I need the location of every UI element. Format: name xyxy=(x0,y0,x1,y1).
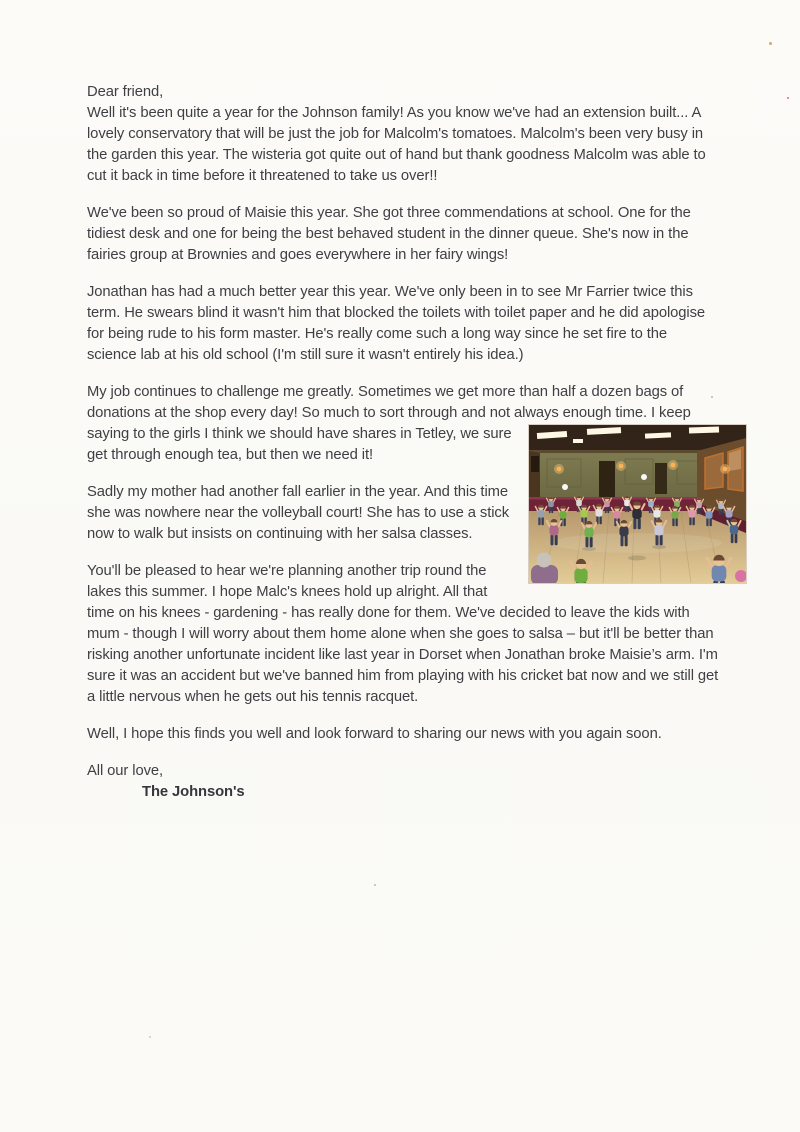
paragraph-4-text-after-photo: keep saying to the girls I think we should have shares in Tetley, we sure get through enough tea, but then we need it! xyxy=(87,405,691,463)
paragraph-2-text: We've been so proud of Maisie this year. She got three commendations at school. One for the tidiest desk and one for being the best behaved student in the dinner queue. She's now in the fairies group at Brownies and goes everywhere in her fairy wings! xyxy=(87,205,691,263)
salutation-text: Dear friend, xyxy=(87,84,164,100)
paragraph-3 xyxy=(87,282,719,366)
paragraph-7-text: Well, I hope this finds you well and look forward to sharing our news with you again soon. xyxy=(87,726,662,742)
paragraph-1 xyxy=(87,103,719,187)
paragraph-7 xyxy=(87,724,719,745)
photo-salsa-class xyxy=(528,424,747,584)
scan-speck xyxy=(787,97,789,99)
paragraph-6-text: You'll be pleased to hear we're planning another trip round the lakes this summer. I hope Malc's knees hold up alright. All that time on his knees - gardening - has really done for them. We've decided to leave the kids with mum - though I will worry about them home alone when she goes to salsa – but it'll be better than risking another unfortunate incident like last year in Dorset when Jonathan broke Maisie’s arm. I'm sure it was an accident but we've banned him from playing with his cricket bat now and we still get a little nervous when he gets out his tennis racquet. xyxy=(87,563,719,705)
salutation xyxy=(87,82,719,103)
paragraph-1-text: Well it's been quite a year for the Johnson family! As you know we've had an extension built... A lovely conservatory that will be just the job for Malcolm's tomatoes. Malcolm's been very busy in the garden this year. The wisteria got quite out of hand but thank goodness Malcolm was able to cut it back in time before it threatened to take us over!! xyxy=(87,105,706,184)
closing-block xyxy=(87,761,719,803)
scan-speck xyxy=(149,1036,151,1038)
scan-speck xyxy=(374,884,376,886)
paragraph-4 xyxy=(87,382,719,466)
paragraph-5-text: Sadly my mother had another fall earlier in the year. And this time she was nowhere near the volleyball court! She has to use a stick now to walk but insists on continuing with her salsa classes. xyxy=(87,484,510,542)
paragraph-3-text: Jonathan has had a much better year this year. We've only been in to see Mr Farrier twice this term. He swears blind it wasn't him that blocked the toilets with toilet paper and he did apologise for being rude to his form master. He's really come such a long way since he set fire to the science lab at his old school (I'm still sure it wasn't entirely his idea.) xyxy=(87,284,706,363)
valediction: All our love, xyxy=(87,763,164,779)
paragraph-4-text-before-photo: My job continues to challenge me greatly. Sometimes we get more than half a dozen bags of donations at the shop every day! So much to sort through and not always enough time. I xyxy=(87,384,684,421)
paragraph-2 xyxy=(87,203,719,266)
scan-speck xyxy=(769,42,772,45)
signature: The Johnson's xyxy=(142,784,245,800)
scan-speck xyxy=(711,396,713,398)
